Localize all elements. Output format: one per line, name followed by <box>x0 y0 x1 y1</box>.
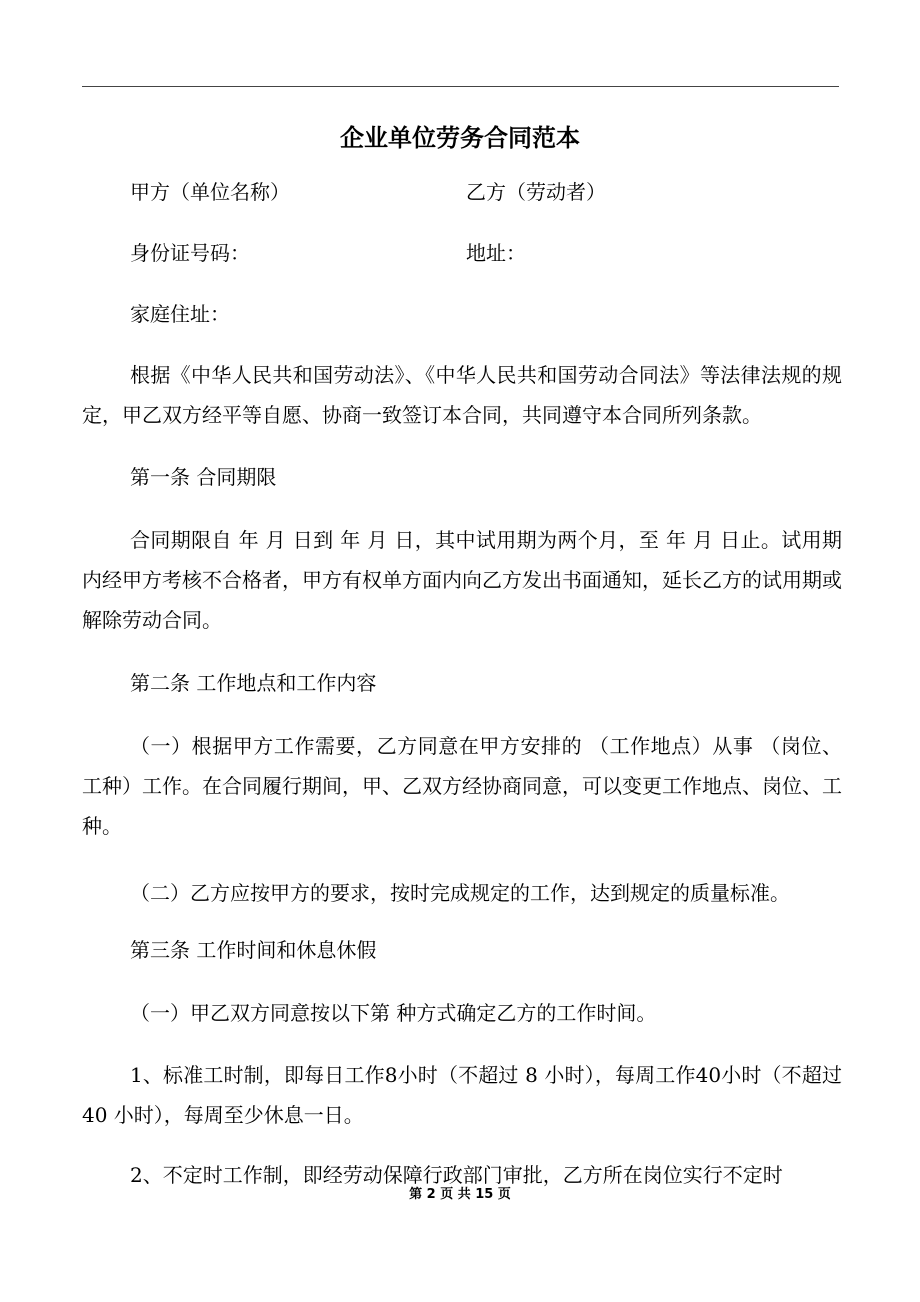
article3-item1-paragraph: （一）甲乙双方同意按以下第 种方式确定乙方的工作时间。 <box>130 1001 657 1025</box>
home-address-label: 家庭住址： <box>130 302 230 326</box>
address-label: 地址： <box>466 241 526 265</box>
article3-heading: 第三条 工作时间和休息休假 <box>130 938 377 962</box>
document-title: 企业单位劳务合同范本 <box>340 124 580 152</box>
article3-point1-paragraph: 1、标准工时制，即每日工作8小时（不超过 8 小时），每周工作40小时（不超过 40 小时），每周至少休息一日。 <box>82 1063 842 1127</box>
article3-point2-paragraph: 2、不定时工作制，即经劳动保障行政部门审批，乙方所在岗位实行不定时 <box>130 1163 783 1187</box>
article2-item2-paragraph: （二）乙方应按甲方的要求，按时完成规定的工作，达到规定的质量标准。 <box>130 881 790 905</box>
id-number-label: 身份证号码： <box>130 241 250 265</box>
article2-item1-paragraph: （一）根据甲方工作需要，乙方同意在甲方安排的 （工作地点）从事 （岗位、工种）工作。在合同履行期间，甲、乙双方经协商同意，可以变更工作地点、岗位、工种。 <box>82 734 842 838</box>
page-number-footer: 第 2 页 共 15 页 <box>409 1187 511 1202</box>
article1-heading: 第一条 合同期限 <box>130 465 277 489</box>
article1-paragraph: 合同期限自 年 月 日到 年 月 日，其中试用期为两个月，至 年 月 日止。试用期内经甲方考核不合格者，甲方有权单方面内向乙方发出书面通知，延长乙方的试用期或解除劳动合同。 <box>82 528 842 632</box>
preamble-paragraph: 根据《中华人民共和国劳动法》、《中华人民共和国劳动合同法》等法律法规的规定，甲乙双方经平等自愿、协商一致签订本合同，共同遵守本合同所列条款。 <box>82 363 842 427</box>
party-a-label: 甲方（单位名称） <box>130 180 290 204</box>
party-b-label: 乙方（劳动者） <box>466 180 606 204</box>
header-rule <box>82 86 839 87</box>
article2-heading: 第二条 工作地点和工作内容 <box>130 671 377 695</box>
